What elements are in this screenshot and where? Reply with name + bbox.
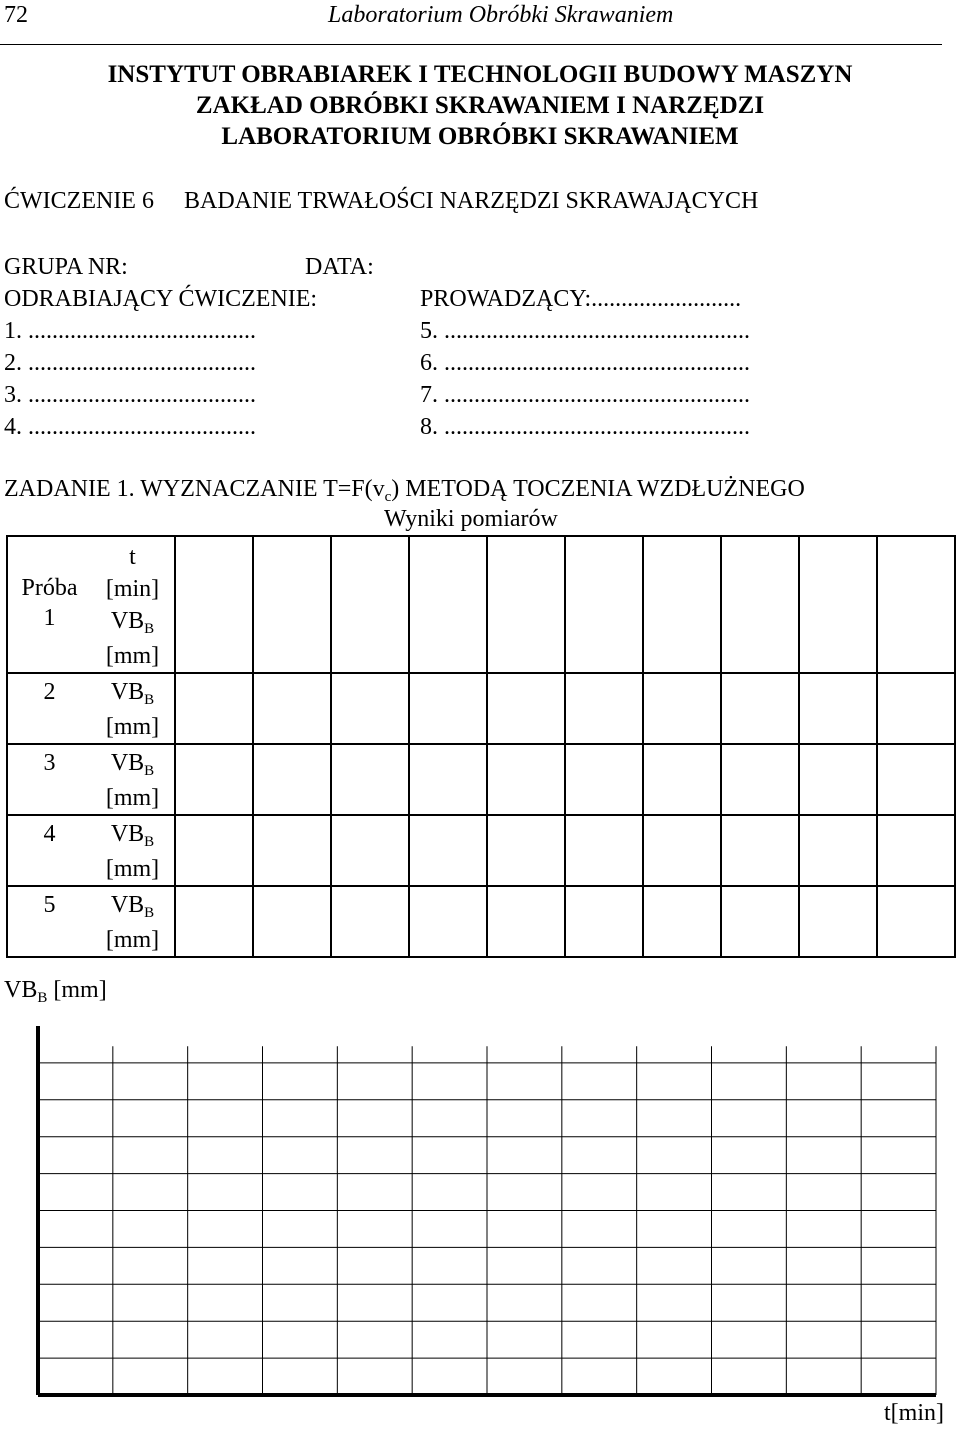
- wear-cell: [91, 886, 175, 957]
- time-unit: [min]: [105, 576, 160, 602]
- graph-grid: [0, 1020, 960, 1400]
- table-cell[interactable]: [565, 815, 643, 886]
- table-cell[interactable]: [331, 536, 409, 673]
- wear-cell: [91, 815, 175, 886]
- time-symbol: t: [129, 544, 136, 570]
- table-cell[interactable]: [175, 673, 253, 744]
- table-cell[interactable]: [487, 744, 565, 815]
- row-number: 2: [7, 673, 91, 744]
- task-heading: ZADANIE 1. WYZNACZANIE $T=F(v_c)$ METODĄ TOCZENIA WZDŁUŻNEGO: [4, 476, 805, 505]
- table-cell[interactable]: [643, 744, 721, 815]
- table-cell[interactable]: [643, 673, 721, 744]
- table-row: [7, 815, 955, 886]
- wear-symbol: $VB_B$: [110, 892, 155, 921]
- table-cell[interactable]: [721, 886, 799, 957]
- wear-unit: [mm]: [105, 714, 160, 740]
- results-table: [6, 535, 956, 958]
- header-rule: [0, 44, 942, 45]
- row-number: 3: [7, 744, 91, 815]
- row-number: 5: [7, 886, 91, 957]
- table-cell[interactable]: [409, 673, 487, 744]
- table-cell[interactable]: [799, 815, 877, 886]
- table-cell[interactable]: [331, 815, 409, 886]
- instructor-field: PROWADZĄCY:.........................: [420, 286, 742, 312]
- student-entry: 8. ...................................................: [420, 414, 750, 440]
- header-sample-label: Próba: [21, 575, 78, 601]
- table-cell[interactable]: [565, 673, 643, 744]
- table-cell[interactable]: [487, 886, 565, 957]
- graph-y-axis-label: $VB_B$ [mm]: [4, 977, 107, 1006]
- table-cell[interactable]: [721, 673, 799, 744]
- table-cell[interactable]: [253, 673, 331, 744]
- table-cell[interactable]: [409, 815, 487, 886]
- wear-unit: [mm]: [105, 785, 160, 811]
- page-number: 72: [4, 2, 28, 28]
- running-title: Laboratorium Obróbki Skrawaniem: [328, 2, 674, 28]
- student-entry: 6. ...................................................: [420, 350, 750, 376]
- row-number: 4: [7, 815, 91, 886]
- wear-unit: [mm]: [105, 856, 160, 882]
- table-cell[interactable]: [799, 744, 877, 815]
- table-cell[interactable]: [877, 815, 955, 886]
- table-cell[interactable]: [487, 673, 565, 744]
- table-row: [7, 744, 955, 815]
- table-cell[interactable]: [565, 744, 643, 815]
- department-title: ZAKŁAD OBRÓBKI SKRAWANIEM I NARZĘDZI: [195, 92, 765, 119]
- table-cell[interactable]: [253, 536, 331, 673]
- table-cell[interactable]: [877, 744, 955, 815]
- institute-title: INSTYTUT OBRABIAREK I TECHNOLOGII BUDOWY MASZYN: [107, 61, 853, 88]
- wear-cell: [91, 673, 175, 744]
- student-entry: 7. ...................................................: [420, 382, 750, 408]
- wear-symbol: $VB_B$: [110, 608, 155, 637]
- header-sample: [7, 536, 91, 673]
- table-cell[interactable]: [643, 815, 721, 886]
- table-cell[interactable]: [565, 536, 643, 673]
- table-cell[interactable]: [643, 886, 721, 957]
- table-cell[interactable]: [253, 886, 331, 957]
- date-field: DATA:: [305, 254, 374, 280]
- student-entry: 3. ......................................: [4, 382, 256, 408]
- table-cell[interactable]: [331, 673, 409, 744]
- laboratory-title: LABORATORIUM OBRÓBKI SKRAWANIEM: [221, 123, 739, 150]
- table-cell[interactable]: [253, 815, 331, 886]
- table-row: [7, 886, 955, 957]
- student-entry: 1. ......................................: [4, 318, 256, 344]
- table-cell[interactable]: [175, 815, 253, 886]
- wear-symbol: $VB_B$: [110, 821, 155, 850]
- graph-x-axis-label: t[min]: [884, 1400, 944, 1426]
- header-time: [91, 536, 175, 673]
- students-label: ODRABIAJĄCY ĆWICZENIE:: [4, 286, 318, 312]
- table-cell[interactable]: [877, 673, 955, 744]
- student-entry: 2. ......................................: [4, 350, 256, 376]
- table-cell[interactable]: [721, 815, 799, 886]
- table-cell[interactable]: [409, 744, 487, 815]
- wear-symbol: $VB_B$: [110, 750, 155, 779]
- table-cell[interactable]: [331, 744, 409, 815]
- row-number: 1: [43, 605, 56, 631]
- table-cell[interactable]: [721, 744, 799, 815]
- table-cell[interactable]: [565, 886, 643, 957]
- table-cell[interactable]: [487, 536, 565, 673]
- table-cell[interactable]: [175, 886, 253, 957]
- table-caption: Wyniki pomiarów: [384, 506, 558, 532]
- group-field: GRUPA NR:: [4, 254, 128, 280]
- table-cell[interactable]: [721, 536, 799, 673]
- table-cell[interactable]: [799, 886, 877, 957]
- table-row: [7, 673, 955, 744]
- exercise-title: BADANIE TRWAŁOŚCI NARZĘDZI SKRAWAJĄCYCH: [184, 188, 759, 214]
- wear-unit: [mm]: [105, 643, 160, 669]
- table-cell[interactable]: [643, 536, 721, 673]
- student-entry: 4. ......................................: [4, 414, 256, 440]
- table-cell[interactable]: [409, 536, 487, 673]
- table-cell[interactable]: [799, 673, 877, 744]
- table-cell[interactable]: [877, 886, 955, 957]
- table-cell[interactable]: [175, 536, 253, 673]
- table-cell[interactable]: [877, 536, 955, 673]
- table-cell[interactable]: [253, 744, 331, 815]
- wear-cell: [91, 744, 175, 815]
- table-cell[interactable]: [331, 886, 409, 957]
- table-cell[interactable]: [799, 536, 877, 673]
- table-cell[interactable]: [409, 886, 487, 957]
- wear-unit: [mm]: [105, 927, 160, 953]
- table-cell[interactable]: [487, 815, 565, 886]
- wear-symbol: $VB_B$: [110, 679, 155, 708]
- exercise-number: ĆWICZENIE 6: [4, 188, 154, 214]
- table-cell[interactable]: [175, 744, 253, 815]
- student-entry: 5. ...................................................: [420, 318, 750, 344]
